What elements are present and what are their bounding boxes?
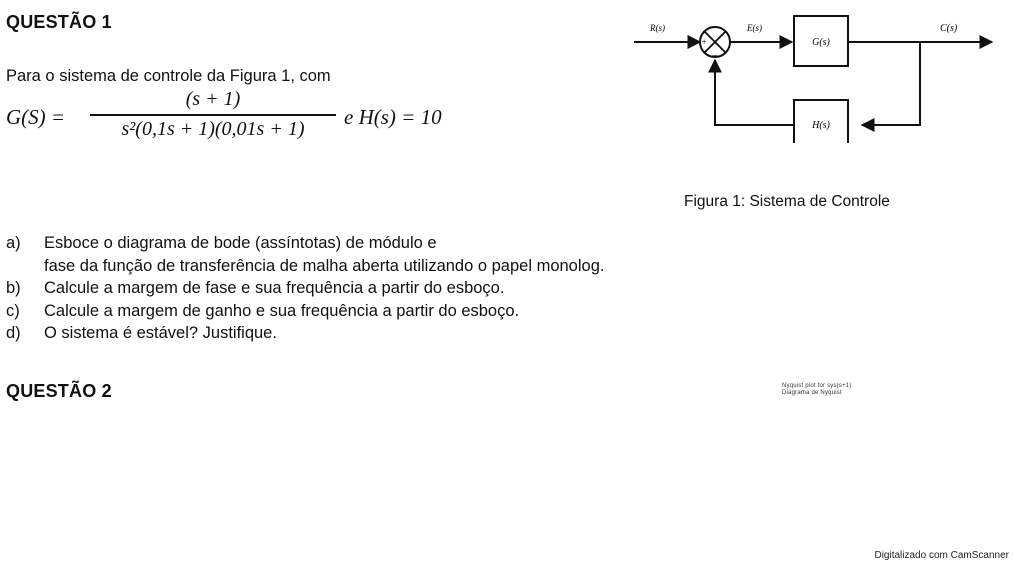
- item-a-line-1: Esboce o diagrama de bode (assíntotas) de módulo e: [44, 234, 437, 252]
- transfer-function-fraction: [90, 88, 336, 141]
- question-2-title: QUESTÃO 2: [6, 381, 112, 401]
- block-diagram: [630, 8, 1000, 143]
- item-a-label: a): [6, 234, 21, 252]
- question-1-items: [6, 232, 806, 345]
- item-c-label: c): [6, 301, 20, 320]
- item-d-label: d): [6, 324, 21, 342]
- feedback-gain: e H(s) = 10: [344, 105, 442, 129]
- nyquist-caption-line-1: Nyquist plot for sys(s+1): [782, 383, 852, 389]
- nyquist-caption-line-2: Diagrama de Nyquist: [782, 390, 842, 396]
- item-a-line-2: fase da função de transferência de malha aberta utilizando o papel monolog.: [44, 256, 605, 275]
- nyquist-caption: [782, 383, 852, 397]
- item-b: [6, 277, 806, 300]
- fraction-bar: [90, 114, 336, 116]
- plus-sign: +: [701, 37, 708, 47]
- scanner-watermark: Digitalizado com CamScanner: [874, 550, 1009, 561]
- output-signal-label: C(s): [940, 23, 958, 34]
- item-b-line-1: Calcule a margem de fase e sua frequência a partir do esboço.: [44, 279, 505, 297]
- feedback-path-right: [862, 42, 920, 125]
- item-c: [6, 300, 806, 323]
- transfer-function-lhs: G(S) =: [6, 105, 66, 129]
- transfer-function-denominator: s²(0,1s + 1)(0,01s + 1): [121, 117, 305, 140]
- figure-caption: Figura 1: Sistema de Controle: [684, 193, 890, 210]
- g-block-label: G(s): [812, 37, 830, 48]
- item-c-line-1: Calcule a margem de ganho e sua frequência a partir do esboço.: [44, 301, 520, 320]
- item-b-label: b): [6, 279, 21, 297]
- question-1-title: QUESTÃO 1: [6, 12, 112, 32]
- h-block-label: H(s): [812, 120, 830, 131]
- item-a: [6, 232, 806, 277]
- question-1-intro: Para o sistema de controle da Figura 1, com: [6, 67, 331, 85]
- error-signal-label: E(s): [747, 23, 762, 33]
- input-signal-label: R(s): [650, 23, 665, 33]
- transfer-function-numerator: (s + 1): [185, 88, 241, 110]
- feedback-path-left: [715, 60, 794, 125]
- item-d-line-1: O sistema é estável? Justifique.: [44, 324, 277, 342]
- item-d: [6, 322, 806, 345]
- minus-sign: −: [711, 50, 719, 62]
